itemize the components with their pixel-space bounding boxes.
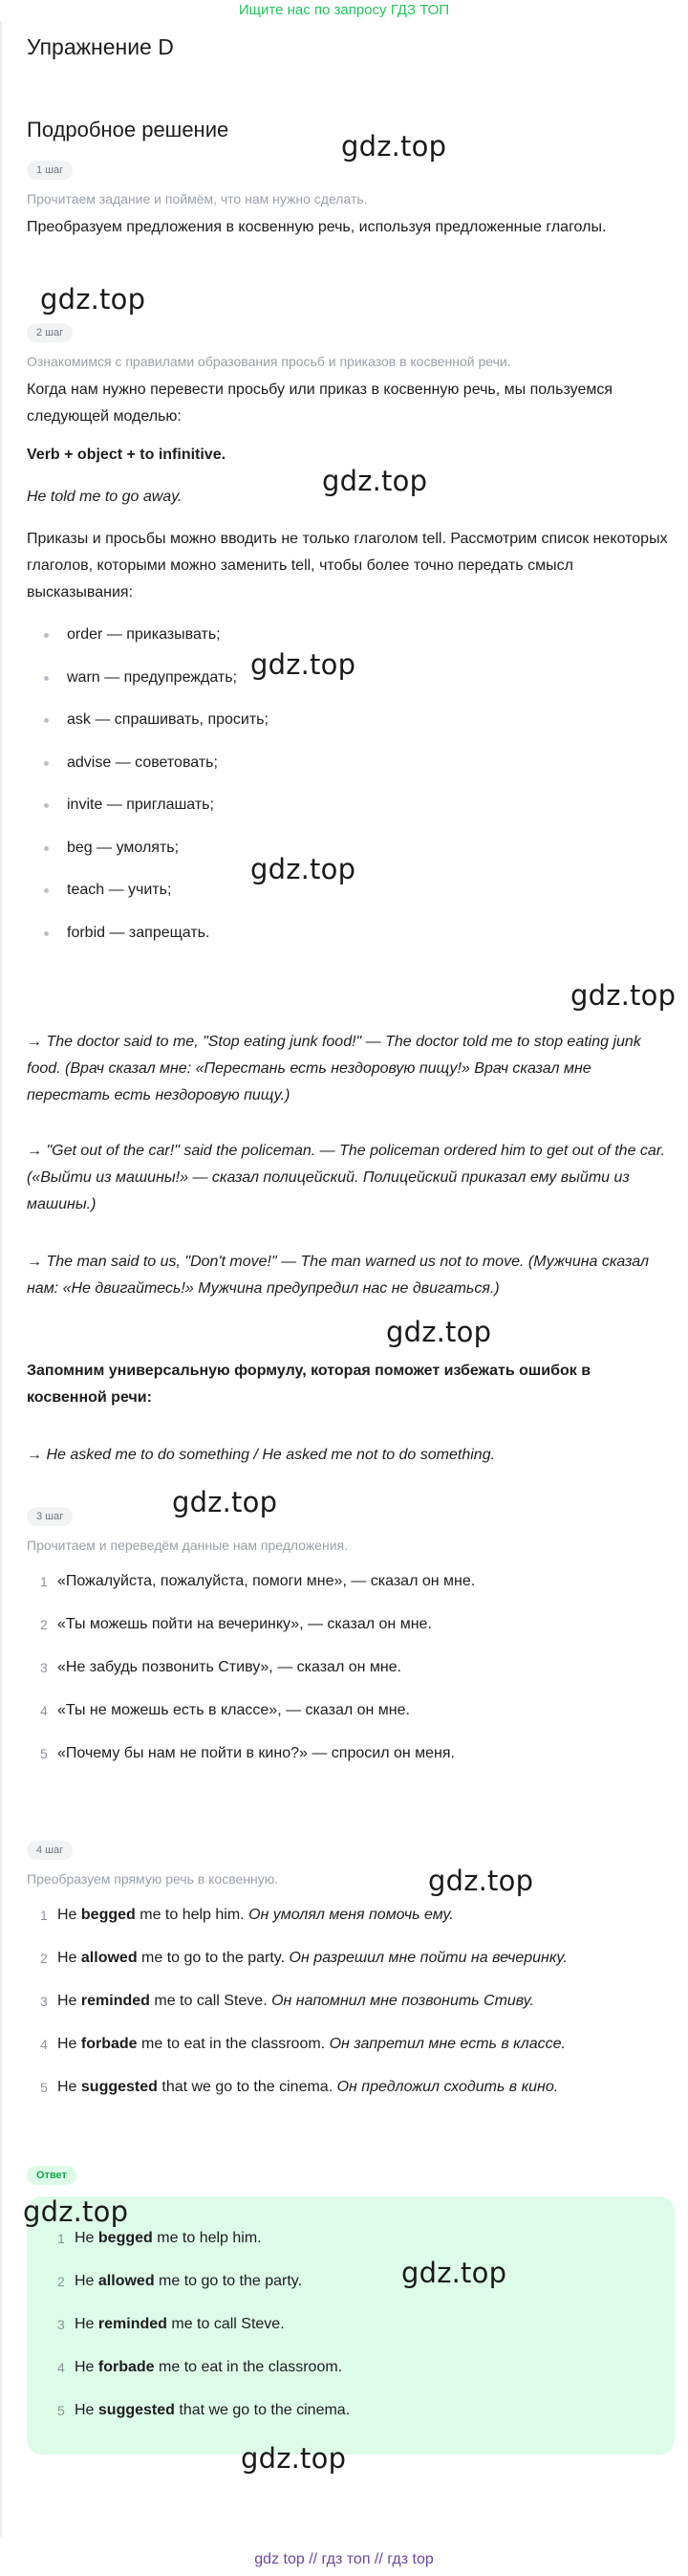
watermark: gdz.top [401, 2257, 507, 2289]
list-item: 1 He begged me to help him. [57, 2230, 262, 2246]
watermark: gdz.top [570, 979, 677, 1012]
solution-title: Подробное решение [27, 118, 229, 142]
step-badge: 1 шаг [27, 161, 73, 180]
list-item: order — приказывать; [27, 623, 680, 666]
list-item: 1 «Пожалуйста, пожалуйста, помоги мне», — сказал он мне. [40, 1573, 476, 1589]
sentences-list [27, 1570, 680, 1785]
answer-list [44, 2227, 675, 2442]
list-item: 2 He allowed me to go to the party. Он разрешил мне пойти на вечеринку. [40, 1950, 568, 1966]
step-4 [27, 1841, 680, 2119]
step-1 [27, 161, 680, 241]
answer-badge: Ответ [27, 2166, 76, 2185]
example-2: → "Get out of the car!" said the policeman. — The policeman ordered him to get out of the car. («Выйти из машины!» — сказал полицейский. Полицейский приказал ему выйти из машины.) [27, 1143, 665, 1212]
watermark: gdz.top [322, 465, 428, 497]
list-item: warn — предупреждать; [27, 666, 680, 709]
list-item: teach — учить; [27, 879, 680, 922]
list-item: forbid — запрещать. [27, 922, 680, 965]
list-item: advise — советовать; [27, 752, 680, 795]
formula: → He asked me to do something / He asked me not to do something. [27, 1447, 496, 1463]
step-note: Преобразуем прямую речь в косвенную. [27, 1871, 279, 1887]
list-item: ask — спрашивать, просить; [27, 709, 680, 752]
step-text: Преобразуем предложения в косвенную речь, используя предложенные глаголы. [27, 219, 607, 235]
example-3: → The man said to us, "Don't move!" — The man warned us not to move. (Мужчина сказал нам: «Не двигайтесь!» Мужчина предупредил нас не двигаться.) [27, 1254, 649, 1297]
list-item: 4 He forbade me to eat in the classroom. [57, 2359, 343, 2375]
footer-links[interactable]: gdz top // гдз топ // гдз top [254, 2551, 434, 2567]
step-badge: 3 шаг [27, 1507, 73, 1526]
list-item: 5 «Почему бы нам не пойти в кино?» — спросил он меня. [40, 1745, 455, 1761]
step-badge: 2 шаг [27, 323, 73, 342]
model-formula: Verb + object + to infinitive. [27, 447, 226, 463]
formula-intro: Запомним универсальную формулу, которая поможет избежать ошибок в косвенной речи: [27, 1363, 591, 1406]
step-badge: 4 шаг [27, 1841, 73, 1860]
watermark: gdz.top [250, 853, 356, 885]
watermark: gdz.top [386, 1316, 492, 1348]
watermark: gdz.top [172, 1486, 278, 1518]
model-example: He told me to go away. [27, 489, 183, 505]
list-item: 2 «Ты можешь пойти на вечеринку», — сказал он мне. [40, 1616, 432, 1632]
list-item: beg — умолять; [27, 837, 680, 880]
watermark: gdz.top [23, 2195, 129, 2228]
step-note: Прочитаем задание и поймём, что нам нужно сделать. [27, 191, 368, 207]
list-item: 1 He begged me to help him. Он умолял меня помочь ему. [40, 1907, 454, 1923]
step-intro: Когда нам нужно перевести просьбу или приказ в косвенную речь, мы пользуемся следующей моделью: [27, 382, 613, 425]
list-item: 2 He allowed me to go to the party. [57, 2273, 303, 2289]
list-item: 4 He forbade me to eat in the classroom. Он запретил мне есть в классе. [40, 2036, 566, 2052]
answer-box [27, 2196, 675, 2455]
list-item: 5 He suggested that we go to the cinema. Он предложил сходить в кино. [40, 2079, 559, 2095]
list-item: 5 He suggested that we go to the cinema. [57, 2402, 351, 2418]
example-1: → The doctor said to me, "Stop eating junk food!" — The doctor told me to stop eating junk food. (Врач сказал мне: «Перестань есть нездоровую пищу!» Врач сказал мне перестать есть нездоровую пищу.) [27, 1034, 641, 1103]
converted-list [27, 1904, 680, 2119]
top-banner[interactable]: Ищите нас по запросу ГДЗ ТОП [238, 2, 450, 18]
list-item: 3 He reminded me to call Steve. Он напомнил мне позвонить Стиву. [40, 1993, 534, 2009]
step-note: Прочитаем и переведём данные нам предложения. [27, 1538, 348, 1553]
step-note: Ознакомимся с правилами образования просьб и приказов в косвенной речи. [27, 354, 511, 369]
watermark: gdz.top [241, 2442, 347, 2475]
list-item: 3 He reminded me to call Steve. [57, 2316, 285, 2332]
watermark: gdz.top [250, 648, 356, 681]
watermark: gdz.top [40, 283, 146, 316]
list-item: 4 «Ты не можешь есть в классе», — сказал он мне. [40, 1702, 410, 1718]
watermark: gdz.top [341, 130, 447, 163]
list-item: 3 «Не забудь позвонить Стиву», — сказал он мне. [40, 1659, 402, 1675]
exercise-title: Упражнение D [27, 34, 174, 59]
list-item: invite — приглашать; [27, 794, 680, 837]
watermark: gdz.top [428, 1865, 534, 1897]
verbs-intro: Приказы и просьбы можно вводить не только глаголом tell. Рассмотрим список некоторых глаголов, которыми можно заменить tell, чтобы более точно передать смысл высказывания: [27, 531, 668, 600]
step-3 [27, 1507, 680, 1785]
